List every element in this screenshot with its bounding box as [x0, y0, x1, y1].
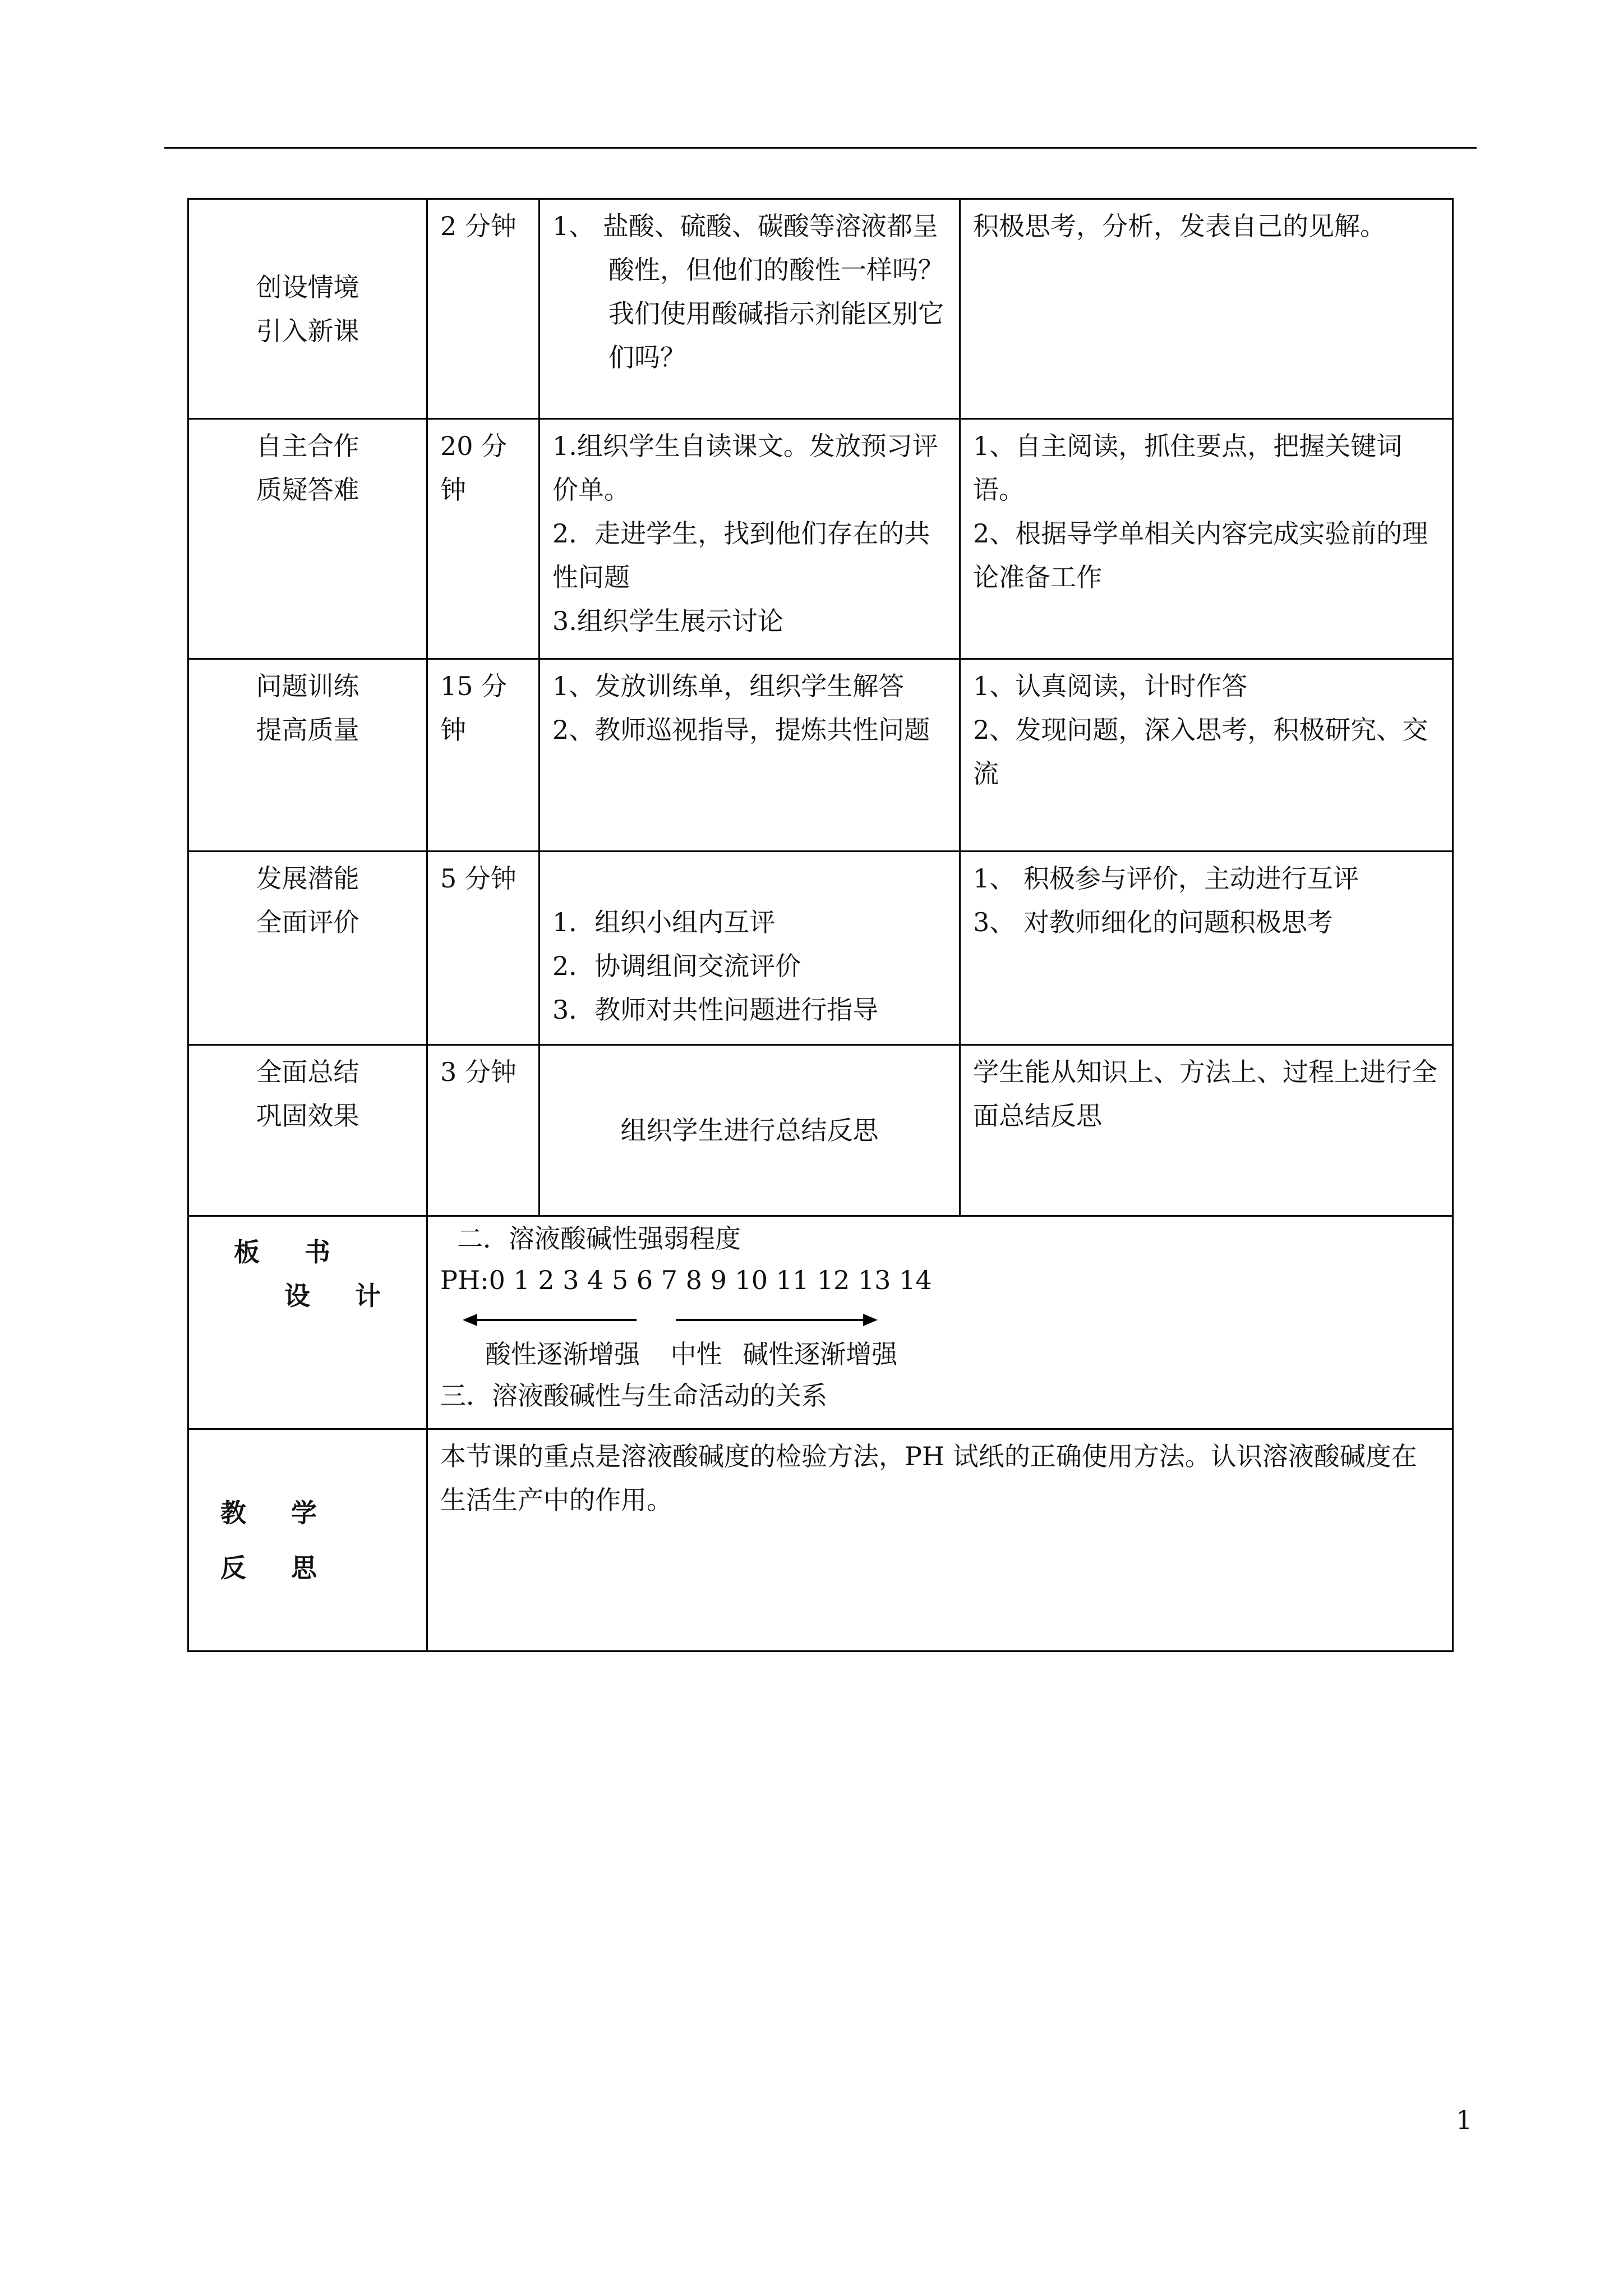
student-activity-text: 2、根据导学单相关内容完成实验前的理论准备工作: [973, 518, 1428, 592]
teacher-activity-text: 2、教师巡视指导，提炼共性问题: [552, 715, 930, 745]
time-cell: 20 分钟: [427, 419, 540, 659]
stage-line: 提高质量: [256, 715, 359, 745]
time-cell: 15 分钟: [427, 659, 540, 852]
teacher-activity-cell: [540, 419, 960, 659]
table-row: [188, 1045, 1453, 1216]
acid-label: 酸性逐渐增强: [485, 1339, 640, 1369]
left-arrow-icon: [463, 1312, 637, 1328]
page-number: 1: [1456, 2105, 1473, 2135]
student-activity-cell: [960, 199, 1453, 419]
stage-line: 自主合作: [256, 431, 359, 461]
reflection-row: [188, 1429, 1453, 1651]
stage-cell: [188, 659, 427, 852]
header-rule: [164, 147, 1477, 149]
time-cell: 5 分钟: [427, 852, 540, 1045]
neutral-label: 中性: [670, 1339, 722, 1369]
teacher-activity-text: 1．组织小组内互评: [552, 907, 776, 937]
student-activity-cell: [960, 852, 1453, 1045]
stage-cell: [188, 852, 427, 1045]
table-row: [188, 659, 1453, 852]
board-label-cell: [188, 1216, 427, 1429]
teacher-activity-text: 1、 盐酸、硫酸、碳酸等溶液都呈酸性，但他们的酸性一样吗？我们使用酸碱指示剂能区别它们吗？: [552, 211, 944, 372]
board-label-top: 板 书: [234, 1237, 349, 1267]
student-activity-text: 积极思考，分析，发表自己的见解。: [973, 211, 1386, 241]
student-activity-cell: [960, 419, 1453, 659]
ph-scale: PH:0 1 2 3 4 5 6 7 8 9 10 11 12 13 14: [440, 1265, 932, 1295]
teacher-activity-cell: [540, 852, 960, 1045]
stage-line: 引入新课: [256, 315, 359, 346]
teacher-activity-text: 2．走进学生，找到他们存在的共性问题: [552, 518, 930, 592]
stage-line: 全面评价: [256, 907, 359, 937]
student-activity-text: 1、自主阅读，抓住要点，把握关键词语。: [973, 431, 1403, 505]
time-cell: 3 分钟: [427, 1045, 540, 1216]
student-activity-text: 2、发现问题，深入思考，积极研究、交流: [973, 715, 1428, 789]
stage-line: 发展潜能: [256, 863, 359, 894]
right-arrow-icon: [676, 1312, 878, 1328]
table-row: [188, 419, 1453, 659]
student-activity-cell: [960, 1045, 1453, 1216]
student-activity-cell: [960, 659, 1453, 852]
base-label: 碱性逐渐增强: [743, 1339, 898, 1369]
table-row: [188, 852, 1453, 1045]
stage-line: 全面总结: [256, 1057, 359, 1087]
student-activity-text: 3、 对教师细化的问题积极思考: [973, 907, 1333, 937]
board-design-row: [188, 1216, 1453, 1429]
table-row: [188, 199, 1453, 419]
teacher-activity-text: 3.组织学生展示讨论: [552, 606, 783, 636]
teacher-activity-cell: [540, 659, 960, 852]
stage-cell: [188, 419, 427, 659]
lesson-plan-table: [187, 198, 1454, 1652]
teacher-activity-cell: [540, 1045, 960, 1216]
ph-annotation: [440, 1333, 1440, 1375]
student-activity-text: 1、认真阅读，计时作答: [973, 671, 1248, 701]
board-heading: 二．溶液酸碱性强弱程度: [457, 1223, 741, 1254]
stage-cell: [188, 1045, 427, 1216]
stage-cell: [188, 199, 427, 419]
board-content-cell: [427, 1216, 1453, 1429]
ph-arrows: [463, 1309, 1440, 1331]
teacher-activity-text: 1.组织学生自读课文。发放预习评价单。: [552, 431, 938, 505]
reflection-label-bottom: 反 思: [220, 1552, 335, 1583]
teacher-activity-cell: [540, 199, 960, 419]
stage-line: 巩固效果: [256, 1101, 359, 1131]
reflection-content-cell: [427, 1429, 1453, 1651]
board-label-bottom: 设 计: [284, 1281, 399, 1311]
stage-line: 创设情境: [256, 272, 359, 302]
reflection-text: 本节课的重点是溶液酸碱度的检验方法，PH 试纸的正确使用方法。认识溶液酸碱度在生活生产中的作用。: [440, 1441, 1417, 1515]
teacher-activity-text: 组织学生进行总结反思: [620, 1115, 879, 1145]
reflection-label-top: 教 学: [220, 1497, 335, 1528]
time-cell: 2 分钟: [427, 199, 540, 419]
student-activity-text: 1、 积极参与评价，主动进行互评: [973, 863, 1359, 894]
reflection-label-cell: [188, 1429, 427, 1651]
teacher-activity-text: 1、发放训练单，组织学生解答: [552, 671, 905, 701]
stage-line: 问题训练: [256, 671, 359, 701]
stage-line: 质疑答难: [256, 475, 359, 505]
student-activity-text: 学生能从知识上、方法上、过程上进行全面总结反思: [973, 1057, 1437, 1131]
teacher-activity-text: 2．协调组间交流评价: [552, 951, 801, 981]
board-section-3: 三．溶液酸碱性与生命活动的关系: [440, 1381, 827, 1411]
teacher-activity-text: 3．教师对共性问题进行指导: [552, 995, 879, 1025]
